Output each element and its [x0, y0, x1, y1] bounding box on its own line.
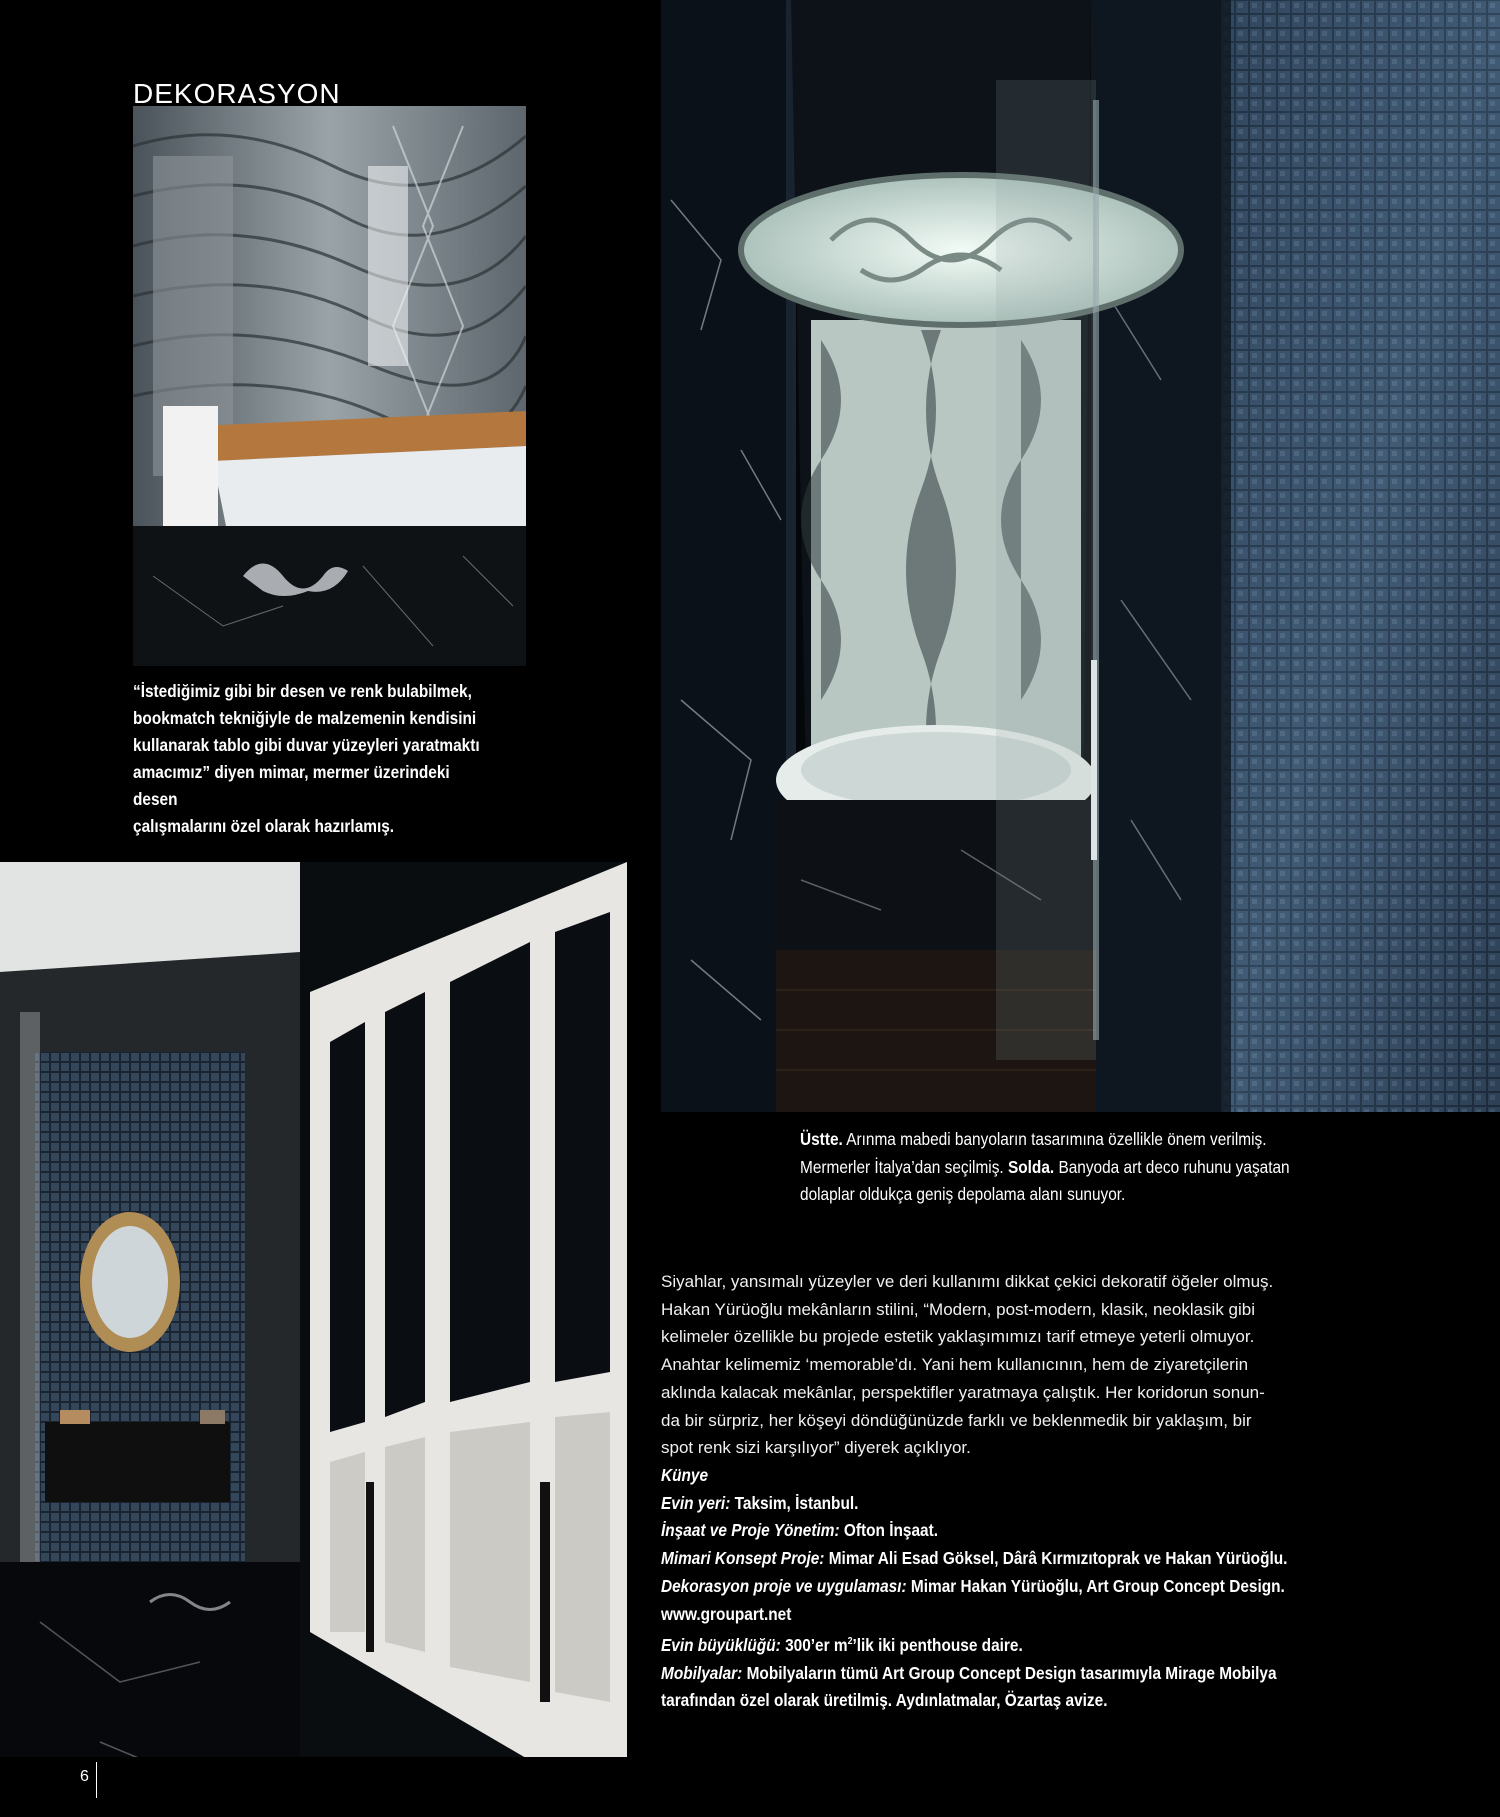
body-text	[661, 1268, 1421, 1462]
quote-line: bookmatch tekniğiyle de malzemenin kendisini	[133, 708, 477, 728]
credits-furniture-label: Mobilyalar:	[661, 1662, 743, 1683]
credits-size-sup: 2	[847, 1636, 853, 1648]
page-number: 6	[80, 1768, 89, 1785]
quote-line: çalışmalarını özel olarak hazırlamış.	[133, 816, 395, 836]
credits-decoration	[661, 1573, 1330, 1601]
credits-location-label: Evin yeri:	[661, 1492, 731, 1513]
body-line: da bir sürpriz, her köşeyi döndüğünüzde farklı ve beklenmedik bir yaklaşım, bir	[661, 1410, 1252, 1430]
credits-heading: Künye	[661, 1465, 709, 1485]
body-line: Anahtar kelimemiz ‘memorable’dı. Yani hem kullanıcının, hem de ziyaretçilerin	[661, 1355, 1249, 1375]
credits-concept-value: Mimar Ali Esad Göksel, Dârâ Kırmızıtoprak ve Hakan Yürüoğlu.	[824, 1548, 1288, 1569]
credits-size-value-post: ’lik iki penthouse daire.	[852, 1635, 1023, 1656]
caption-top-label: Üstte.	[800, 1129, 843, 1149]
credits-size	[661, 1628, 1330, 1660]
caption-line2-text: Mermerler İtalya’dan seçilmiş.	[800, 1156, 1008, 1177]
quote-line: kullanarak tablo gibi duvar yüzeyleri yaratmaktı	[133, 735, 480, 755]
body-line: aklında kalacak mekânlar, perspektifler yaratmaya çalıştık. Her koridorun sonun-	[661, 1382, 1265, 1402]
caption-top-text: Arınma mabedi banyoların tasarımına özellikle önem verilmiş.	[842, 1129, 1267, 1149]
credits-decoration-label: Dekorasyon proje ve uygulaması:	[661, 1575, 907, 1596]
quote-caption	[133, 678, 485, 840]
credits-construction-value: Ofton İnşaat.	[839, 1520, 938, 1541]
credits-location	[661, 1490, 1330, 1518]
photo-marble-bathtub	[133, 106, 526, 666]
credits-size-value: 300’er m	[780, 1635, 848, 1656]
photo-wardrobe-corridor	[0, 862, 627, 1817]
photo-caption	[800, 1126, 1328, 1209]
caption-left-text: Banyoda art deco ruhunu yaşatan	[1054, 1156, 1290, 1177]
body-line: kelimeler özellikle bu projede estetik yaklaşımımızı tarif etmeye yeterli olmuyor.	[661, 1327, 1255, 1347]
credits	[661, 1462, 1330, 1715]
credits-construction	[661, 1517, 1330, 1545]
body-line: Hakan Yürüoğlu mekânların stilini, “Modern, post-modern, klasik, neoklasik gibi	[661, 1299, 1256, 1319]
caption-left-label: Solda.	[1007, 1156, 1055, 1177]
credits-website: www.groupart.net	[661, 1603, 792, 1624]
credits-location-value: Taksim, İstanbul.	[730, 1492, 859, 1513]
credits-concept-label: Mimari Konsept Proje:	[661, 1548, 825, 1569]
caption-line	[800, 1126, 1328, 1154]
section-title: DEKORASYON	[133, 78, 341, 109]
body-line: Siyahlar, yansımalı yüzeyler ve deri kullanımı dikkat çekici dekoratif öğeler olmuş.	[661, 1272, 1274, 1291]
photo-round-bathtub	[661, 0, 1500, 1112]
credits-furniture-value: Mobilyaların tümü Art Group Concept Design tasarımıyla Mirage Mobilya	[742, 1662, 1277, 1683]
credits-furniture	[661, 1660, 1330, 1688]
credits-size-label: Evin büyüklüğü:	[661, 1635, 781, 1656]
quote-line: amacımız” diyen mimar, mermer üzerindeki desen	[133, 762, 450, 809]
body-line: spot renk sizi karşılıyor” diyerek açıklıyor.	[661, 1438, 971, 1458]
quote-line: “İstediğimiz gibi bir desen ve renk bulabilmek,	[133, 681, 472, 701]
credits-construction-label: İnşaat ve Proje Yönetim:	[661, 1520, 840, 1541]
page-number-rule	[96, 1762, 97, 1798]
credits-furniture-2: tarafından özel olarak üretilmiş. Aydınlatmalar, Özartaş avize.	[661, 1690, 1108, 1711]
credits-decoration-value: Mimar Hakan Yürüoğlu, Art Group Concept Design.	[906, 1575, 1285, 1596]
credits-concept	[661, 1545, 1330, 1573]
caption-line	[800, 1154, 1328, 1182]
caption-line: dolaplar oldukça geniş depolama alanı sunuyor.	[800, 1184, 1126, 1204]
